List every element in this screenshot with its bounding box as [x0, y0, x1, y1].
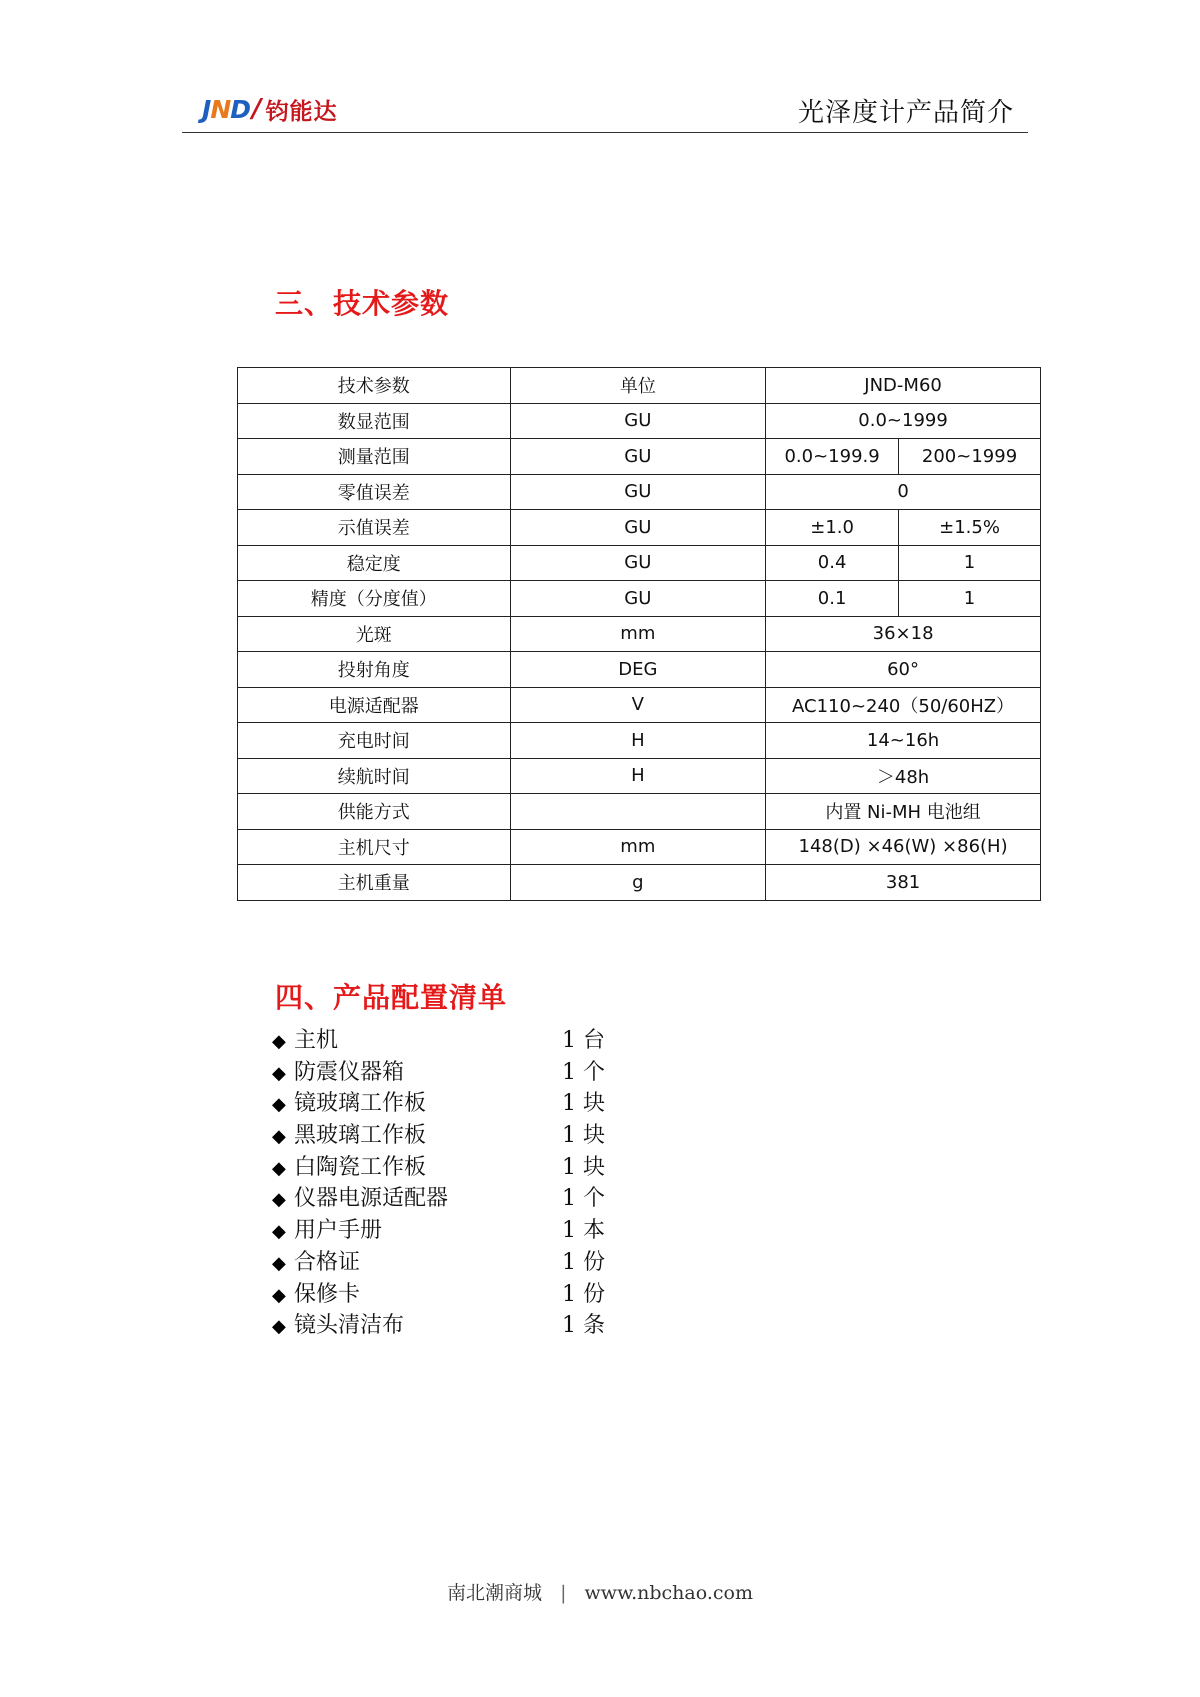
- spec-table-body: [238, 368, 1041, 901]
- spec-value: 0.0~199.9: [766, 439, 899, 475]
- config-item: [272, 1152, 605, 1184]
- section-title-specs: 三、技术参数: [275, 287, 450, 320]
- spec-value: JND-M60: [766, 368, 1041, 404]
- spec-unit: H: [510, 723, 766, 759]
- spec-param-name: 投射角度: [238, 652, 511, 688]
- config-item-name: 用户手册: [294, 1218, 383, 1244]
- spec-param-name: 充电时间: [238, 723, 511, 759]
- config-item-name: 主机: [294, 1028, 339, 1053]
- spec-param-name: 示值误差: [238, 510, 511, 546]
- spec-unit: V: [510, 687, 766, 723]
- config-item-qty: 1 个: [562, 1186, 605, 1212]
- config-item-name: 镜头清洁布: [294, 1313, 405, 1339]
- config-item-qty: 1 台: [562, 1028, 605, 1053]
- diamond-bullet-icon: ◆: [272, 1062, 286, 1084]
- spec-row: [238, 865, 1041, 901]
- spec-unit: GU: [510, 581, 766, 617]
- spec-value: 200~1999: [899, 439, 1041, 475]
- diamond-bullet-icon: ◆: [272, 1221, 286, 1243]
- spec-value: 0.1: [766, 581, 899, 617]
- config-item: [272, 1025, 605, 1057]
- spec-row: [238, 758, 1041, 794]
- config-item: [272, 1310, 605, 1342]
- config-item: [272, 1247, 605, 1279]
- spec-unit: mm: [510, 829, 766, 865]
- spec-row: [238, 439, 1041, 475]
- spec-value: ＞48h: [766, 758, 1041, 794]
- config-item-qty: 1 份: [562, 1281, 605, 1307]
- config-item: [272, 1120, 605, 1152]
- spec-unit: GU: [510, 510, 766, 546]
- spec-param-name: 稳定度: [238, 545, 511, 581]
- diamond-bullet-icon: ◆: [272, 1252, 286, 1274]
- spec-value: 14~16h: [766, 723, 1041, 759]
- spec-value: ±1.5%: [899, 510, 1041, 546]
- brand-logo: [202, 94, 338, 124]
- spec-row: [238, 687, 1041, 723]
- spec-value: 1: [899, 581, 1041, 617]
- spec-value: 36×18: [766, 616, 1041, 652]
- spec-row: [238, 510, 1041, 546]
- spec-row: [238, 545, 1041, 581]
- spec-param-name: 数显范围: [238, 403, 511, 439]
- spec-param-name: 主机尺寸: [238, 829, 511, 865]
- spec-value: 381: [766, 865, 1041, 901]
- config-item-name: 白陶瓷工作板: [294, 1154, 427, 1180]
- spec-param-name: 技术参数: [238, 368, 511, 404]
- document-title: 光泽度计产品简介: [797, 98, 1014, 128]
- config-item: [272, 1183, 605, 1215]
- page-footer: [0, 1578, 1200, 1605]
- logo-divider: /: [252, 94, 262, 124]
- spec-unit: GU: [510, 439, 766, 475]
- config-item-name: 黑玻璃工作板: [294, 1123, 427, 1149]
- spec-unit: DEG: [510, 652, 766, 688]
- spec-value: 60°: [766, 652, 1041, 688]
- diamond-bullet-icon: ◆: [272, 1284, 286, 1306]
- spec-row: [238, 474, 1041, 510]
- spec-value: 1: [899, 545, 1041, 581]
- footer-separator: |: [560, 1582, 567, 1604]
- spec-param-name: 续航时间: [238, 758, 511, 794]
- spec-value: 内置 Ni-MH 电池组: [766, 794, 1041, 830]
- config-item-name: 仪器电源适配器: [294, 1186, 449, 1212]
- spec-unit: GU: [510, 474, 766, 510]
- spec-row: [238, 652, 1041, 688]
- spec-row: [238, 403, 1041, 439]
- spec-unit: 单位: [510, 368, 766, 404]
- spec-param-name: 精度（分度值）: [238, 581, 511, 617]
- spec-param-name: 供能方式: [238, 794, 511, 830]
- spec-value: AC110~240（50/60HZ）: [766, 687, 1041, 723]
- config-item: [272, 1088, 605, 1120]
- spec-unit: g: [510, 865, 766, 901]
- config-item-qty: 1 本: [562, 1218, 605, 1244]
- spec-unit: GU: [510, 403, 766, 439]
- spec-row: [238, 794, 1041, 830]
- config-item-qty: 1 份: [562, 1249, 605, 1275]
- spec-param-name: 光斑: [238, 616, 511, 652]
- spec-param-name: 电源适配器: [238, 687, 511, 723]
- spec-value: 0: [766, 474, 1041, 510]
- section-title-config: 四、产品配置清单: [275, 981, 508, 1014]
- spec-table: [237, 367, 1041, 901]
- config-item: [272, 1279, 605, 1311]
- spec-row: [238, 829, 1041, 865]
- spec-row: [238, 581, 1041, 617]
- diamond-bullet-icon: ◆: [272, 1316, 286, 1338]
- spec-value: 0.4: [766, 545, 899, 581]
- diamond-bullet-icon: ◆: [272, 1031, 286, 1052]
- config-item-qty: 1 块: [562, 1123, 605, 1149]
- spec-unit: [510, 794, 766, 830]
- spec-value: 0.0~1999: [766, 403, 1041, 439]
- config-item: [272, 1057, 605, 1089]
- diamond-bullet-icon: ◆: [272, 1189, 286, 1211]
- spec-unit: mm: [510, 616, 766, 652]
- config-item-qty: 1 块: [562, 1091, 605, 1117]
- config-item: [272, 1215, 605, 1247]
- page-header: [182, 88, 1028, 133]
- diamond-bullet-icon: ◆: [272, 1126, 286, 1148]
- spec-unit: H: [510, 758, 766, 794]
- config-item-name: 镜玻璃工作板: [294, 1091, 427, 1117]
- config-item-name: 保修卡: [294, 1281, 361, 1307]
- config-item-qty: 1 块: [562, 1154, 605, 1180]
- config-list: [272, 1025, 605, 1342]
- footer-site-name: 南北潮商城: [447, 1582, 543, 1604]
- config-item-name: 防震仪器箱: [294, 1059, 405, 1085]
- spec-param-name: 零值误差: [238, 474, 511, 510]
- spec-value: ±1.0: [766, 510, 899, 546]
- config-item-qty: 1 个: [562, 1059, 605, 1085]
- config-item-qty: 1 条: [562, 1313, 605, 1339]
- spec-param-name: 测量范围: [238, 439, 511, 475]
- logo-chinese: 钧能达: [265, 98, 338, 125]
- spec-value: 148(D) ×46(W) ×86(H): [766, 829, 1041, 865]
- spec-unit: GU: [510, 545, 766, 581]
- spec-param-name: 主机重量: [238, 865, 511, 901]
- spec-row: [238, 616, 1041, 652]
- spec-row: [238, 368, 1041, 404]
- logo-latin: JND: [202, 94, 251, 124]
- spec-row: [238, 723, 1041, 759]
- footer-url[interactable]: www.nbchao.com: [584, 1582, 753, 1604]
- diamond-bullet-icon: ◆: [272, 1094, 286, 1116]
- diamond-bullet-icon: ◆: [272, 1157, 286, 1179]
- config-item-name: 合格证: [294, 1249, 361, 1275]
